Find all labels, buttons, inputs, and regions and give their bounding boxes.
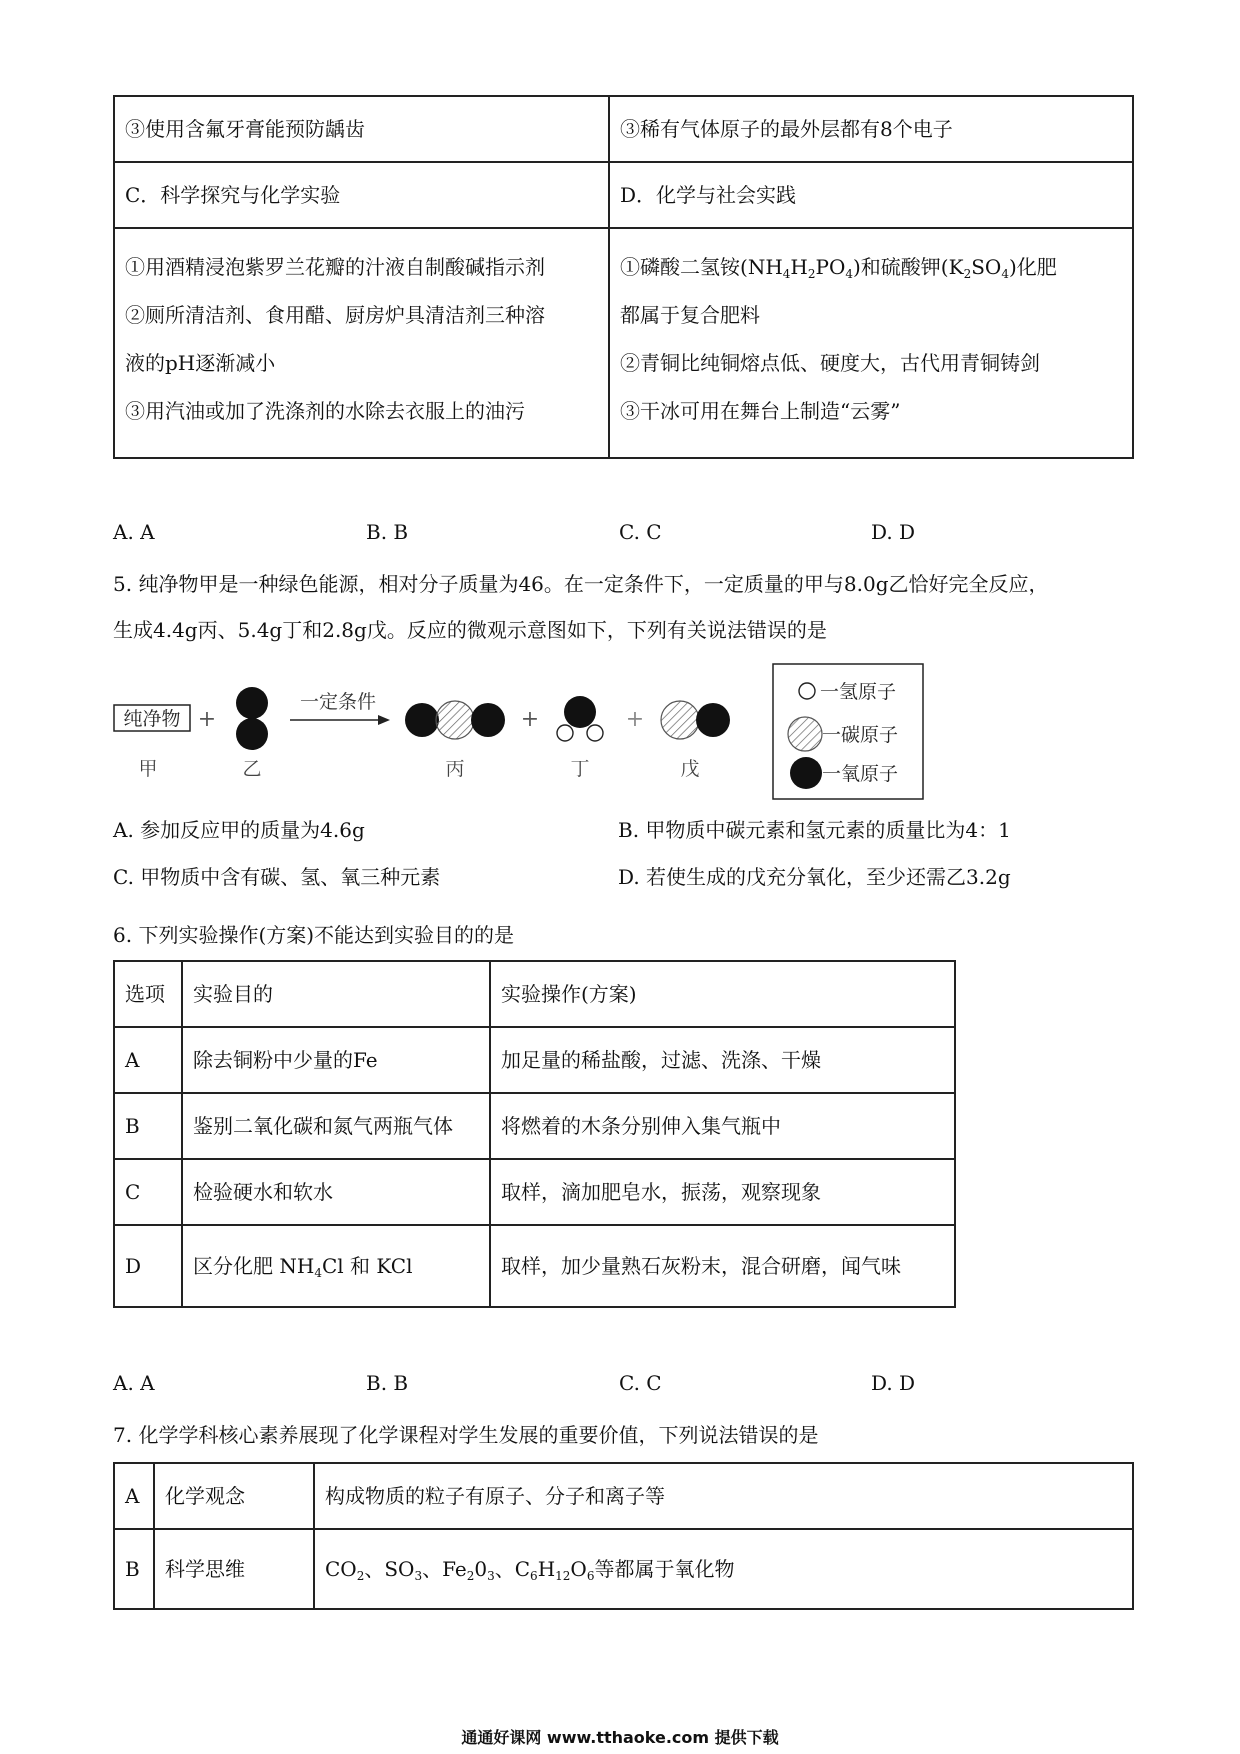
q6-table [113,960,956,1308]
q4-c-item1: ①用酒精浸泡紫罗兰花瓣的汁液自制酸碱指示剂 [125,255,545,279]
oxygen-atom [236,687,268,719]
oxygen-atom [564,696,596,728]
q4-d-item1-cont: 都属于复合肥料 [620,303,760,327]
arrow-head [378,715,390,725]
label-bing: 丙 [445,758,465,780]
table-row [114,1463,1133,1529]
label-yi: 乙 [242,758,262,780]
q7-row-text: $CO_2$、$SO_3$、$Fe_20_3$、$C_6H_{12}O_6$等都属于氧化物 [314,1529,1133,1609]
q6-option-c: C. C [619,1371,662,1395]
q6-row-operation: 将燃着的木条分别伸入集气瓶中 [490,1093,955,1159]
carbon-atom [436,701,474,739]
q7-row-category: 科学思维 [154,1529,314,1609]
q4-d-items [609,228,1133,458]
plus-sign-3: + [625,707,645,732]
q4-a-item3: ③使用含氟牙膏能预防龋齿 [114,96,609,162]
table-row [114,1225,955,1307]
q6-option-b: B. B [366,1371,409,1395]
q7-row-option: A [114,1463,154,1529]
hydrogen-atom [587,725,603,741]
q5-choice-d: D. 若使生成的戊充分氧化，至少还需乙3.2g [618,865,1011,889]
oxygen-atom [471,703,505,737]
legend-carbon-label: 一碳原子 [822,724,899,746]
q4-b-item3: ③稀有气体原子的最外层都有8个电子 [609,96,1133,162]
q4-c-item3: ③用汽油或加了洗涤剂的水除去衣服上的油污 [125,399,525,423]
q7-row-category: 化学观念 [154,1463,314,1529]
q5-choice-a: A. 参加反应甲的质量为4.6g [113,818,365,842]
q6-row-goal: 鉴别二氧化碳和氮气两瓶气体 [182,1093,490,1159]
q4-c-items [114,228,609,458]
q7-table [113,1462,1134,1610]
q4-option-b: B. B [366,520,409,544]
q4-options [113,517,1013,547]
q7-row-option: B [114,1529,154,1609]
q4-option-c: C. C [619,520,662,544]
q6-row-operation: 取样，加少量熟石灰粉末，混合研磨，闻气味 [490,1225,955,1307]
q6-option-a: A. A [113,1371,155,1395]
q6-header-goal: 实验目的 [182,961,490,1027]
q4-header-c: C．科学探究与化学实验 [114,162,609,228]
legend-oxygen-icon [790,757,822,789]
reaction-condition: 一定条件 [299,691,377,713]
q4-option-a: A. A [113,520,155,544]
oxygen-atom [405,703,439,737]
label-jia: 甲 [138,758,158,780]
q4-option-d: D. D [871,520,916,544]
q6-row-option: D [114,1225,182,1307]
q4-c-item2: ②厕所清洁剂、食用醋、厨房炉具清洁剂三种溶 [125,303,545,327]
carbon-atom [661,701,699,739]
q6-row-goal: 区分化肥 $NH_4Cl$ 和 KCl [182,1225,490,1307]
q6-row-operation: 取样，滴加肥皂水，振荡，观察现象 [490,1159,955,1225]
label-wu: 戊 [680,758,700,780]
oxygen-atom [696,703,730,737]
q6-stem: 6. 下列实验操作(方案)不能达到实验目的的是 [113,923,515,947]
q6-row-option: A [114,1027,182,1093]
hydrogen-atom [557,725,573,741]
q4-d-item1: ①磷酸二氢铵$(NH_4H_2PO_4)$和硫酸钾$(K_2SO_4)$化肥 [620,255,1057,281]
q6-row-operation: 加足量的稀盐酸，过滤、洗涤、干燥 [490,1027,955,1093]
q4-c-item2-cont: 液的pH逐渐减小 [125,351,276,375]
legend-carbon-icon [788,717,822,751]
pure-substance-label: 纯净物 [123,708,181,730]
label-ding: 丁 [570,758,590,780]
q5-choice-b: B. 甲物质中碳元素和氢元素的质量比为4：1 [618,818,1011,842]
q6-row-option: C [114,1159,182,1225]
table-row [114,1093,955,1159]
table-row [114,1159,955,1225]
q6-option-d: D. D [871,1371,916,1395]
plus-sign-1: + [197,707,217,732]
reaction-diagram [0,660,1240,810]
legend-hydrogen-label: 一氢原子 [820,681,897,703]
q6-options [113,1368,1013,1398]
q5-stem-line2: 生成4.4g丙、5.4g丁和2.8g戊。反应的微观示意图如下，下列有关说法错误的是 [113,618,827,642]
table-row [114,1529,1133,1609]
q4-header-d: D．化学与社会实践 [609,162,1133,228]
q6-header-option: 选项 [114,961,182,1027]
table-row [114,1027,955,1093]
legend-hydrogen-icon [799,683,815,699]
q4-table [113,95,1134,459]
q6-header-operation: 实验操作(方案) [490,961,955,1027]
q7-row-text: 构成物质的粒子有原子、分子和离子等 [314,1463,1133,1529]
legend-oxygen-label: 一氧原子 [822,763,899,785]
q6-row-goal: 除去铜粉中少量的Fe [182,1027,490,1093]
page-footer: 通通好课网 www.tthaoke.com 提供下载 [461,1728,779,1747]
q4-d-item3: ③干冰可用在舞台上制造“云雾” [620,399,901,423]
oxygen-atom [236,718,268,750]
q4-d-item2: ②青铜比纯铜熔点低、硬度大，古代用青铜铸剑 [620,351,1040,375]
q5-choice-c: C. 甲物质中含有碳、氢、氧三种元素 [113,865,441,889]
q6-row-goal: 检验硬水和软水 [182,1159,490,1225]
q5-stem-line1: 5. 纯净物甲是一种绿色能源，相对分子质量为46。在一定条件下，一定质量的甲与8.0g乙恰好完全反应， [113,572,1049,596]
q6-row-option: B [114,1093,182,1159]
plus-sign-2: + [520,707,540,732]
q7-stem: 7. 化学学科核心素养展现了化学课程对学生发展的重要价值，下列说法错误的是 [113,1423,819,1447]
